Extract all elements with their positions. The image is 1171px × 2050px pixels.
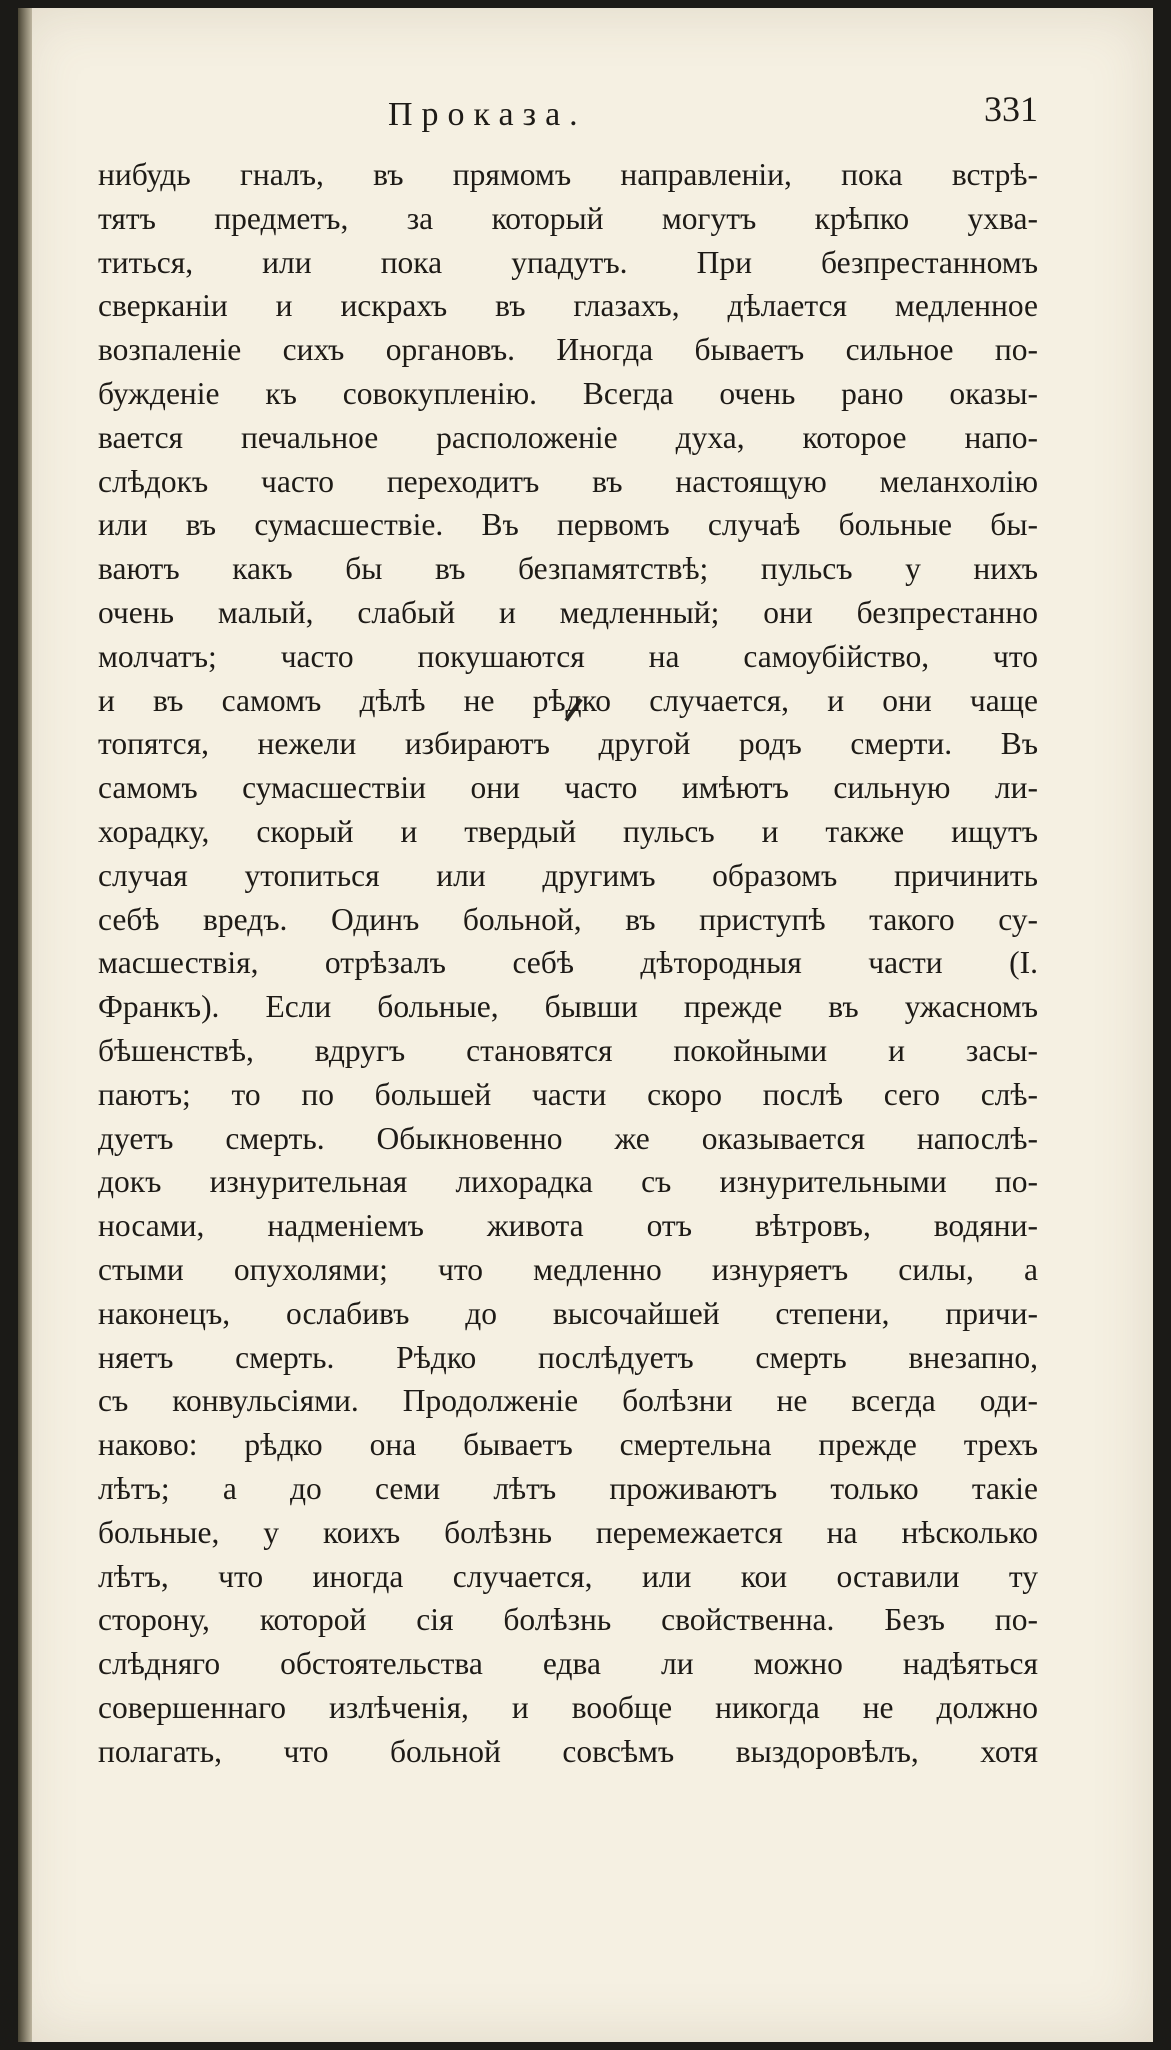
body-text xyxy=(98,153,1038,1773)
text-line: сверканіи и искрахъ въ глазахъ, дѣлается медленное xyxy=(98,288,1038,324)
text-line: и въ самомъ дѣлѣ не рѣдко случается, и они чаще xyxy=(98,682,1038,718)
book-page xyxy=(18,8,1153,2042)
text-line: бужденіе къ совокупленію. Всегда очень рано оказы- xyxy=(98,375,1038,411)
text-line: наково: рѣдко она бываетъ смертельна прежде трехъ xyxy=(98,1427,1038,1463)
text-line: бѣшенствѣ, вдругъ становятся покойными и засы- xyxy=(98,1032,1038,1068)
text-line: сторону, которой сія болѣзнь свойственна. Безъ по- xyxy=(98,1602,1038,1638)
text-line: вается печальное расположеніе духа, которое напо- xyxy=(98,419,1038,455)
page-number: 331 xyxy=(984,89,1038,129)
text-line: себѣ вредъ. Одинъ больной, въ приступѣ такого су- xyxy=(98,901,1038,937)
text-line: лѣтъ; а до семи лѣтъ проживаютъ только такіе xyxy=(98,1470,1038,1506)
text-line: больные, у коихъ болѣзнь перемежается на нѣсколько xyxy=(98,1514,1038,1550)
text-line: очень малый, слабый и медленный; они безпрестанно xyxy=(98,594,1038,630)
running-head: Проказа. xyxy=(388,96,587,133)
text-line: нибудь гналъ, въ прямомъ направленіи, пока встрѣ- xyxy=(98,157,1038,192)
text-line: дуетъ смерть. Обыкновенно же оказывается напослѣ- xyxy=(98,1120,1038,1156)
text-line: слѣдняго обстоятельства едва ли можно надѣяться xyxy=(98,1646,1038,1682)
text-line: совершеннаго излѣченія, и вообще никогда не должно xyxy=(98,1689,1038,1725)
text-line: масшествія, отрѣзалъ себѣ дѣтородныя части (I. xyxy=(98,945,1038,981)
text-line: докъ изнурительная лихорадка съ изнурительными по- xyxy=(98,1164,1038,1200)
text-line: возпаленіе сихъ органовъ. Иногда бываетъ сильное по- xyxy=(98,332,1038,368)
text-line: стыми опухолями; что медленно изнуряетъ силы, а xyxy=(98,1251,1038,1287)
page-header xyxy=(98,78,1038,138)
text-line: наконецъ, ослабивъ до высочайшей степени, причи- xyxy=(98,1295,1038,1331)
text-line: молчатъ; часто покушаются на самоубійство, что xyxy=(98,638,1038,674)
text-line: няетъ смерть. Рѣдко послѣдуетъ смерть внезапно, xyxy=(98,1339,1038,1375)
text-line: ваютъ какъ бы въ безпамятствѣ; пульсъ у нихъ xyxy=(98,551,1038,587)
text-line: паютъ; то по большей части скоро послѣ сего слѣ- xyxy=(98,1076,1038,1112)
text-line: Франкъ). Если больные, бывши прежде въ ужасномъ xyxy=(98,989,1038,1025)
text-line: полагать, что больной совсѣмъ выздоровѣлъ, хотя xyxy=(98,1733,1038,1769)
text-line: тятъ предметъ, за который могутъ крѣпко ухва- xyxy=(98,200,1038,236)
text-line: или въ сумасшествіе. Въ первомъ случаѣ больные бы- xyxy=(98,507,1038,543)
text-line: случая утопиться или другимъ образомъ причинить xyxy=(98,857,1038,893)
text-line: носами, надменіемъ живота отъ вѣтровъ, водяни- xyxy=(98,1208,1038,1244)
text-line: хорадку, скорый и твердый пульсъ и также ищутъ xyxy=(98,813,1038,849)
text-line: титься, или пока упадутъ. При безпрестанномъ xyxy=(98,244,1038,280)
page-gutter xyxy=(18,8,32,2042)
text-line: лѣтъ, что иногда случается, или кои оставили ту xyxy=(98,1558,1038,1594)
text-line: топятся, нежели избираютъ другой родъ смерти. Въ xyxy=(98,726,1038,762)
text-line: самомъ сумасшествіи они часто имѣютъ сильную ли- xyxy=(98,770,1038,806)
text-line: слѣдокъ часто переходитъ въ настоящую меланхолію xyxy=(98,463,1038,499)
text-line: съ конвульсіями. Продолженіе болѣзни не всегда оди- xyxy=(98,1383,1038,1419)
